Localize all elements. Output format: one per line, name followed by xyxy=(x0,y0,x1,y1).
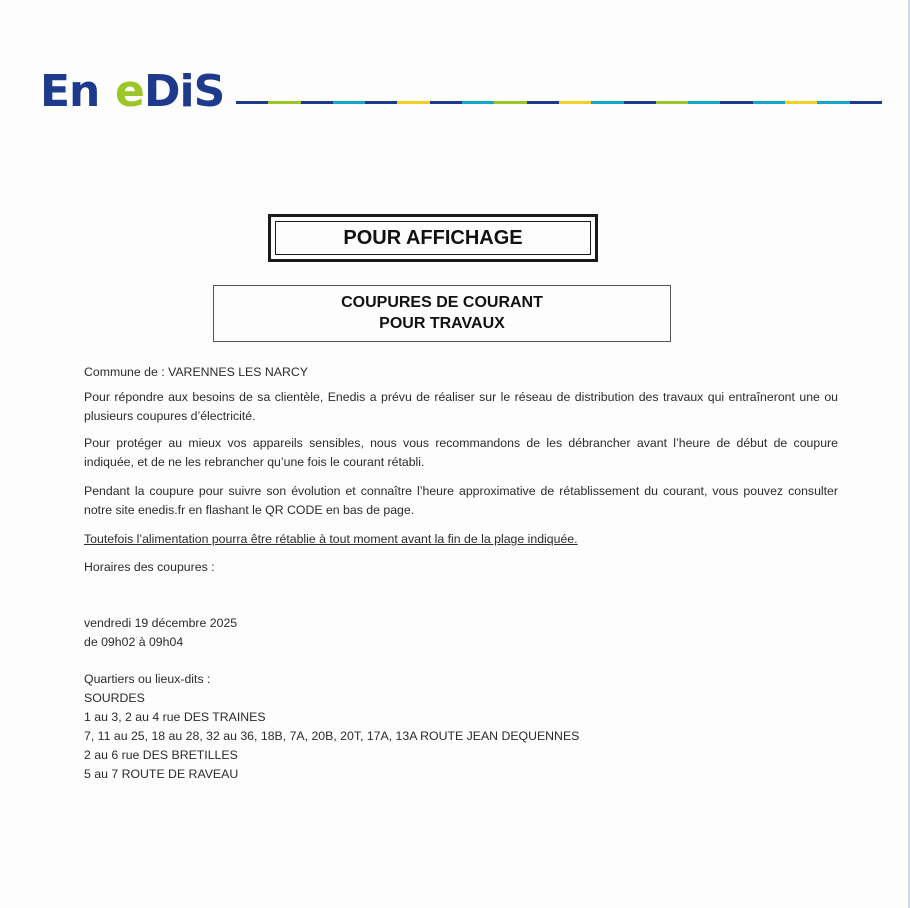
area-item: SOURDES xyxy=(84,691,145,705)
paragraph-2: Pour protéger au mieux vos appareils sensibles, nous vous recommandons de les débrancher avant l’heure de début de coupure indiquée, et de ne les rebrancher qu’une fois le courant rétabli. xyxy=(84,436,838,469)
svg-text:DiS: DiS xyxy=(144,66,225,112)
area-item: 2 au 6 rue DES BRETILLES xyxy=(84,748,238,762)
page-title: POUR AFFICHAGE xyxy=(343,226,523,249)
schedule-date: vendredi 19 décembre 2025 xyxy=(84,616,238,630)
notice-text: Toutefois l’alimentation pourra être rétablie à tout moment avant la fin de la plage indiquée. xyxy=(84,532,578,546)
schedule-time: de 09h02 à 09h04 xyxy=(84,635,184,649)
area-item: 5 au 7 ROUTE DE RAVEAU xyxy=(84,767,239,781)
areas-label: Quartiers ou lieux-dits : xyxy=(84,672,211,686)
header-rule xyxy=(236,101,882,105)
paragraph-3: Pendant la coupure pour suivre son évolution et connaître l’heure approximative de rétablissement du courant, vous pouvez consulter notre site enedis.fr en flashant le QR CODE en bas de page. xyxy=(84,484,838,517)
commune-line: Commune de : VARENNES LES NARCY xyxy=(84,365,308,379)
paragraph-1: Pour répondre aux besoins de sa clientèle, Enedis a prévu de réaliser sur le réseau de distribution des travaux qui entraîneront une ou plusieurs coupures d’électricité. xyxy=(84,390,838,423)
area-item: 1 au 3, 2 au 4 rue DES TRAINES xyxy=(84,710,266,724)
subtitle-line2: POUR TRAVAUX xyxy=(379,315,505,332)
svg-text:En: En xyxy=(40,66,100,112)
enedis-logo xyxy=(40,66,232,112)
svg-text:e: e xyxy=(115,66,145,112)
subtitle-line1: COUPURES DE COURANT xyxy=(341,294,543,311)
schedule-label: Horaires des coupures : xyxy=(84,560,215,574)
area-item: 7, 11 au 25, 18 au 28, 32 au 36, 18B, 7A, 20B, 20T, 17A, 13A ROUTE JEAN DEQUENNES xyxy=(84,729,580,743)
title-box xyxy=(268,214,598,262)
subtitle-box xyxy=(213,285,671,342)
